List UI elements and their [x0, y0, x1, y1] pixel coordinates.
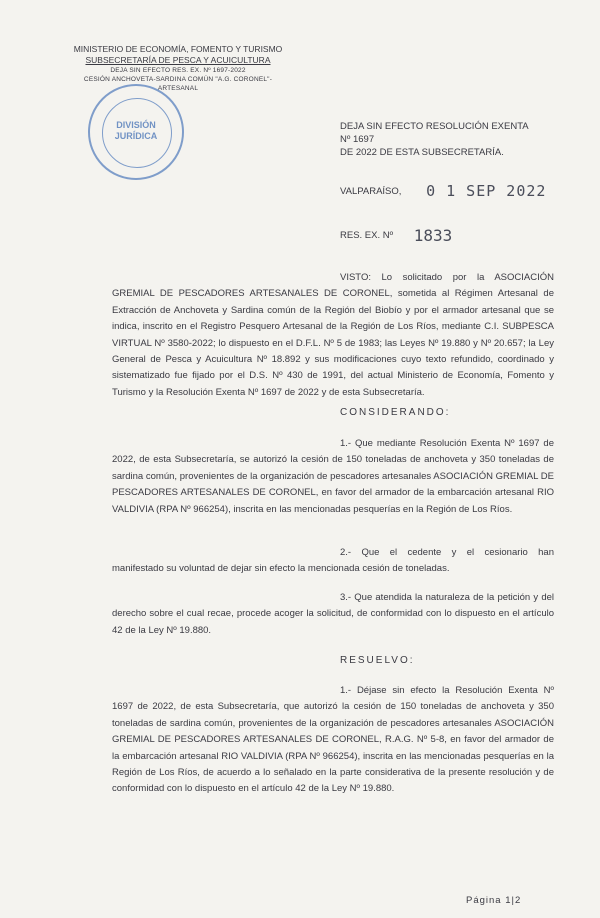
date-place: VALPARAÍSO,: [340, 186, 402, 197]
date-stamp: 0 1 SEP 2022: [426, 182, 547, 200]
reference-line-1: DEJA SIN EFECTO RESOLUCIÓN EXENTA Nº 1697: [340, 121, 529, 145]
resolution-number: 1833: [413, 226, 453, 245]
reference-line-2: DE 2022 DE ESTA SUBSECRETARÍA.: [340, 147, 504, 158]
date-line: [340, 180, 560, 198]
resolution-label: RES. EX. Nº: [340, 230, 394, 241]
considerando-item-2: 2.- Que el cedente y el cesionario han manifestado su voluntad de dejar sin efecto la mencionada cesión de toneladas.: [112, 547, 554, 575]
page-number: Página 1|2: [466, 895, 522, 906]
visto-paragraph: VISTO: Lo solicitado por la ASOCIACIÓN GREMIAL DE PESCADORES ARTESANALES DE CORONEL, sometida al Régimen Artesanal de Extracción de Anchoveta y Sardina común de la Región del Biobío y por el armador artesanal que se indica, inscrito en el Registro Pesquero Artesanal de la Región de Los Ríos, mediante C.I. SUBPESCA VIRTUAL Nº 3580-2022; lo dispuesto en el D.F.L. Nº 5 de 1983; las Leyes Nº 19.880 y Nº 20.657; la Ley General de Pesca y Acuicultura Nº 18.892 y sus modificaciones cuyo texto refundido, coordinado y sistematizado fue fijado por el D.S. Nº 430 de 1991, del actual Ministerio de Economía, Fomento y Turismo y la Resolución Exenta Nº 1697 de 2022 y de esta Subsecretaría.: [112, 272, 554, 398]
considerando-item-3: 3.- Que atendida la naturaleza de la petición y del derecho sobre el cual recae, procede acoger la solicitud, de conformidad con lo dispuesto en el artículo 42 de la Ley Nº 19.880.: [112, 592, 554, 636]
division-juridica-seal: [88, 84, 184, 180]
resuelvo-item-1: 1.- Déjase sin efecto la Resolución Exenta Nº 1697 de 2022, de esta Subsecretaría, que autorizó la cesión de 150 toneladas de anchoveta y 350 toneladas de sardina común, provenientes de la organización de pescadores artesanales ASOCIACIÓN GREMIAL DE PESCADORES ARTESANALES DE CORONEL, R.A.G. Nº 5-8, en favor del armador de la embarcación artesanal RIO VALDIVIA (RPA Nº 966254), inscrita en las mencionadas pesquerías en la Región de Los Ríos, de acuerdo a lo señalado en la parte considerativa de la presente resolución y de conformidad con lo dispuesto en el artículo 42 de la Ley Nº 19.880.: [112, 685, 554, 795]
resuelvo-heading: RESUELVO:: [340, 655, 415, 666]
resolution-reference: [340, 120, 540, 159]
considerando-heading: CONSIDERANDO:: [340, 407, 451, 418]
letterhead: [58, 44, 298, 93]
subsecretaria-name: SUBSECRETARÍA DE PESCA Y ACUICULTURA: [85, 55, 271, 65]
ref-line-3: ARTESANAL: [157, 85, 199, 92]
seal-text: [90, 120, 182, 142]
ministry-name: MINISTERIO DE ECONOMÍA, FOMENTO Y TURISMO: [73, 44, 283, 54]
seal-text-line-1: DIVISIÓN: [116, 120, 156, 130]
resolution-number-line: [340, 223, 560, 245]
considerando-item-1: 1.- Que mediante Resolución Exenta Nº 1697 de 2022, de esta Subsecretaría, se autorizó la cesión de 150 toneladas de anchoveta y 350 toneladas de sardina común, provenientes de la organización de pescadores artesanales ASOCIACIÓN GREMIAL DE PESCADORES ARTESANALES DE CORONEL, en favor del armador de la embarcación artesanal RIO VALDIVIA (RPA Nº 966254), inscrita en las mencionadas pesquerías en la Región de Los Ríos.: [112, 438, 554, 515]
ref-line-2: CESIÓN ANCHOVETA-SARDINA COMÚN "A.G. CORONEL"-: [83, 76, 273, 83]
ref-line-1: DEJA SIN EFECTO RES. EX. Nº 1697-2022: [110, 67, 246, 74]
seal-text-line-2: JURÍDICA: [114, 131, 158, 141]
